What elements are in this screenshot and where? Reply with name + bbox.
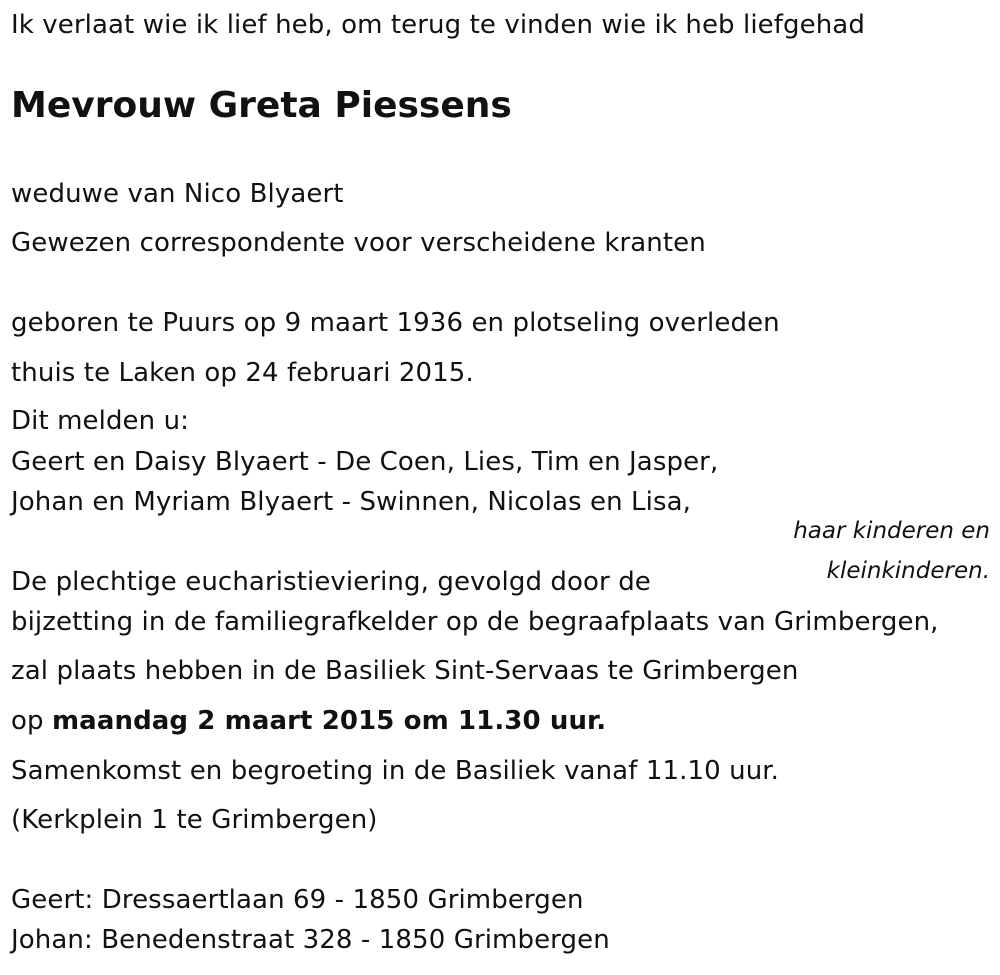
ceremony-line-1: De plechtige eucharistieviering, gevolgd door de	[11, 567, 651, 597]
date-prefix: op	[11, 706, 52, 736]
date-bold: maandag 2 maart 2015 om 11.30 uur.	[51, 706, 607, 736]
death-line: thuis te Laken op 24 februari 2015.	[11, 358, 474, 388]
page-title: Mevrouw Greta Piessens	[11, 85, 512, 126]
signature-line-1: haar kinderen en	[793, 518, 990, 544]
contact-geert: Geert: Dressaertlaan 69 - 1850 Grimbergen	[11, 885, 584, 915]
ceremony-line-2: bijzetting in de familiegrafkelder op de begraafplaats van Grimbergen,	[11, 607, 939, 637]
signature	[730, 511, 990, 591]
address-line: (Kerkplein 1 te Grimbergen)	[11, 805, 378, 835]
quote: Ik verlaat wie ik lief heb, om terug te vinden wie ik heb liefgehad	[11, 10, 865, 40]
birth-line: geboren te Puurs op 9 maart 1936 en plotseling overleden	[11, 308, 780, 338]
contact-johan: Johan: Benedenstraat 328 - 1850 Grimbergen	[11, 925, 610, 955]
widow-line: weduwe van Nico Blyaert	[11, 179, 344, 209]
date-line	[11, 706, 606, 736]
signature-line-2: kleinkinderen.	[826, 558, 990, 584]
announce-label: Dit melden u:	[11, 406, 190, 436]
ceremony-line-3: zal plaats hebben in de Basiliek Sint-Servaas te Grimbergen	[11, 656, 799, 686]
family-line-2: Johan en Myriam Blyaert - Swinnen, Nicolas en Lisa,	[11, 487, 691, 517]
gathering-line: Samenkomst en begroeting in de Basiliek vanaf 11.10 uur.	[11, 756, 780, 786]
family-line-1: Geert en Daisy Blyaert - De Coen, Lies, Tim en Jasper,	[11, 447, 719, 477]
occupation-line: Gewezen correspondente voor verscheidene kranten	[11, 228, 706, 258]
